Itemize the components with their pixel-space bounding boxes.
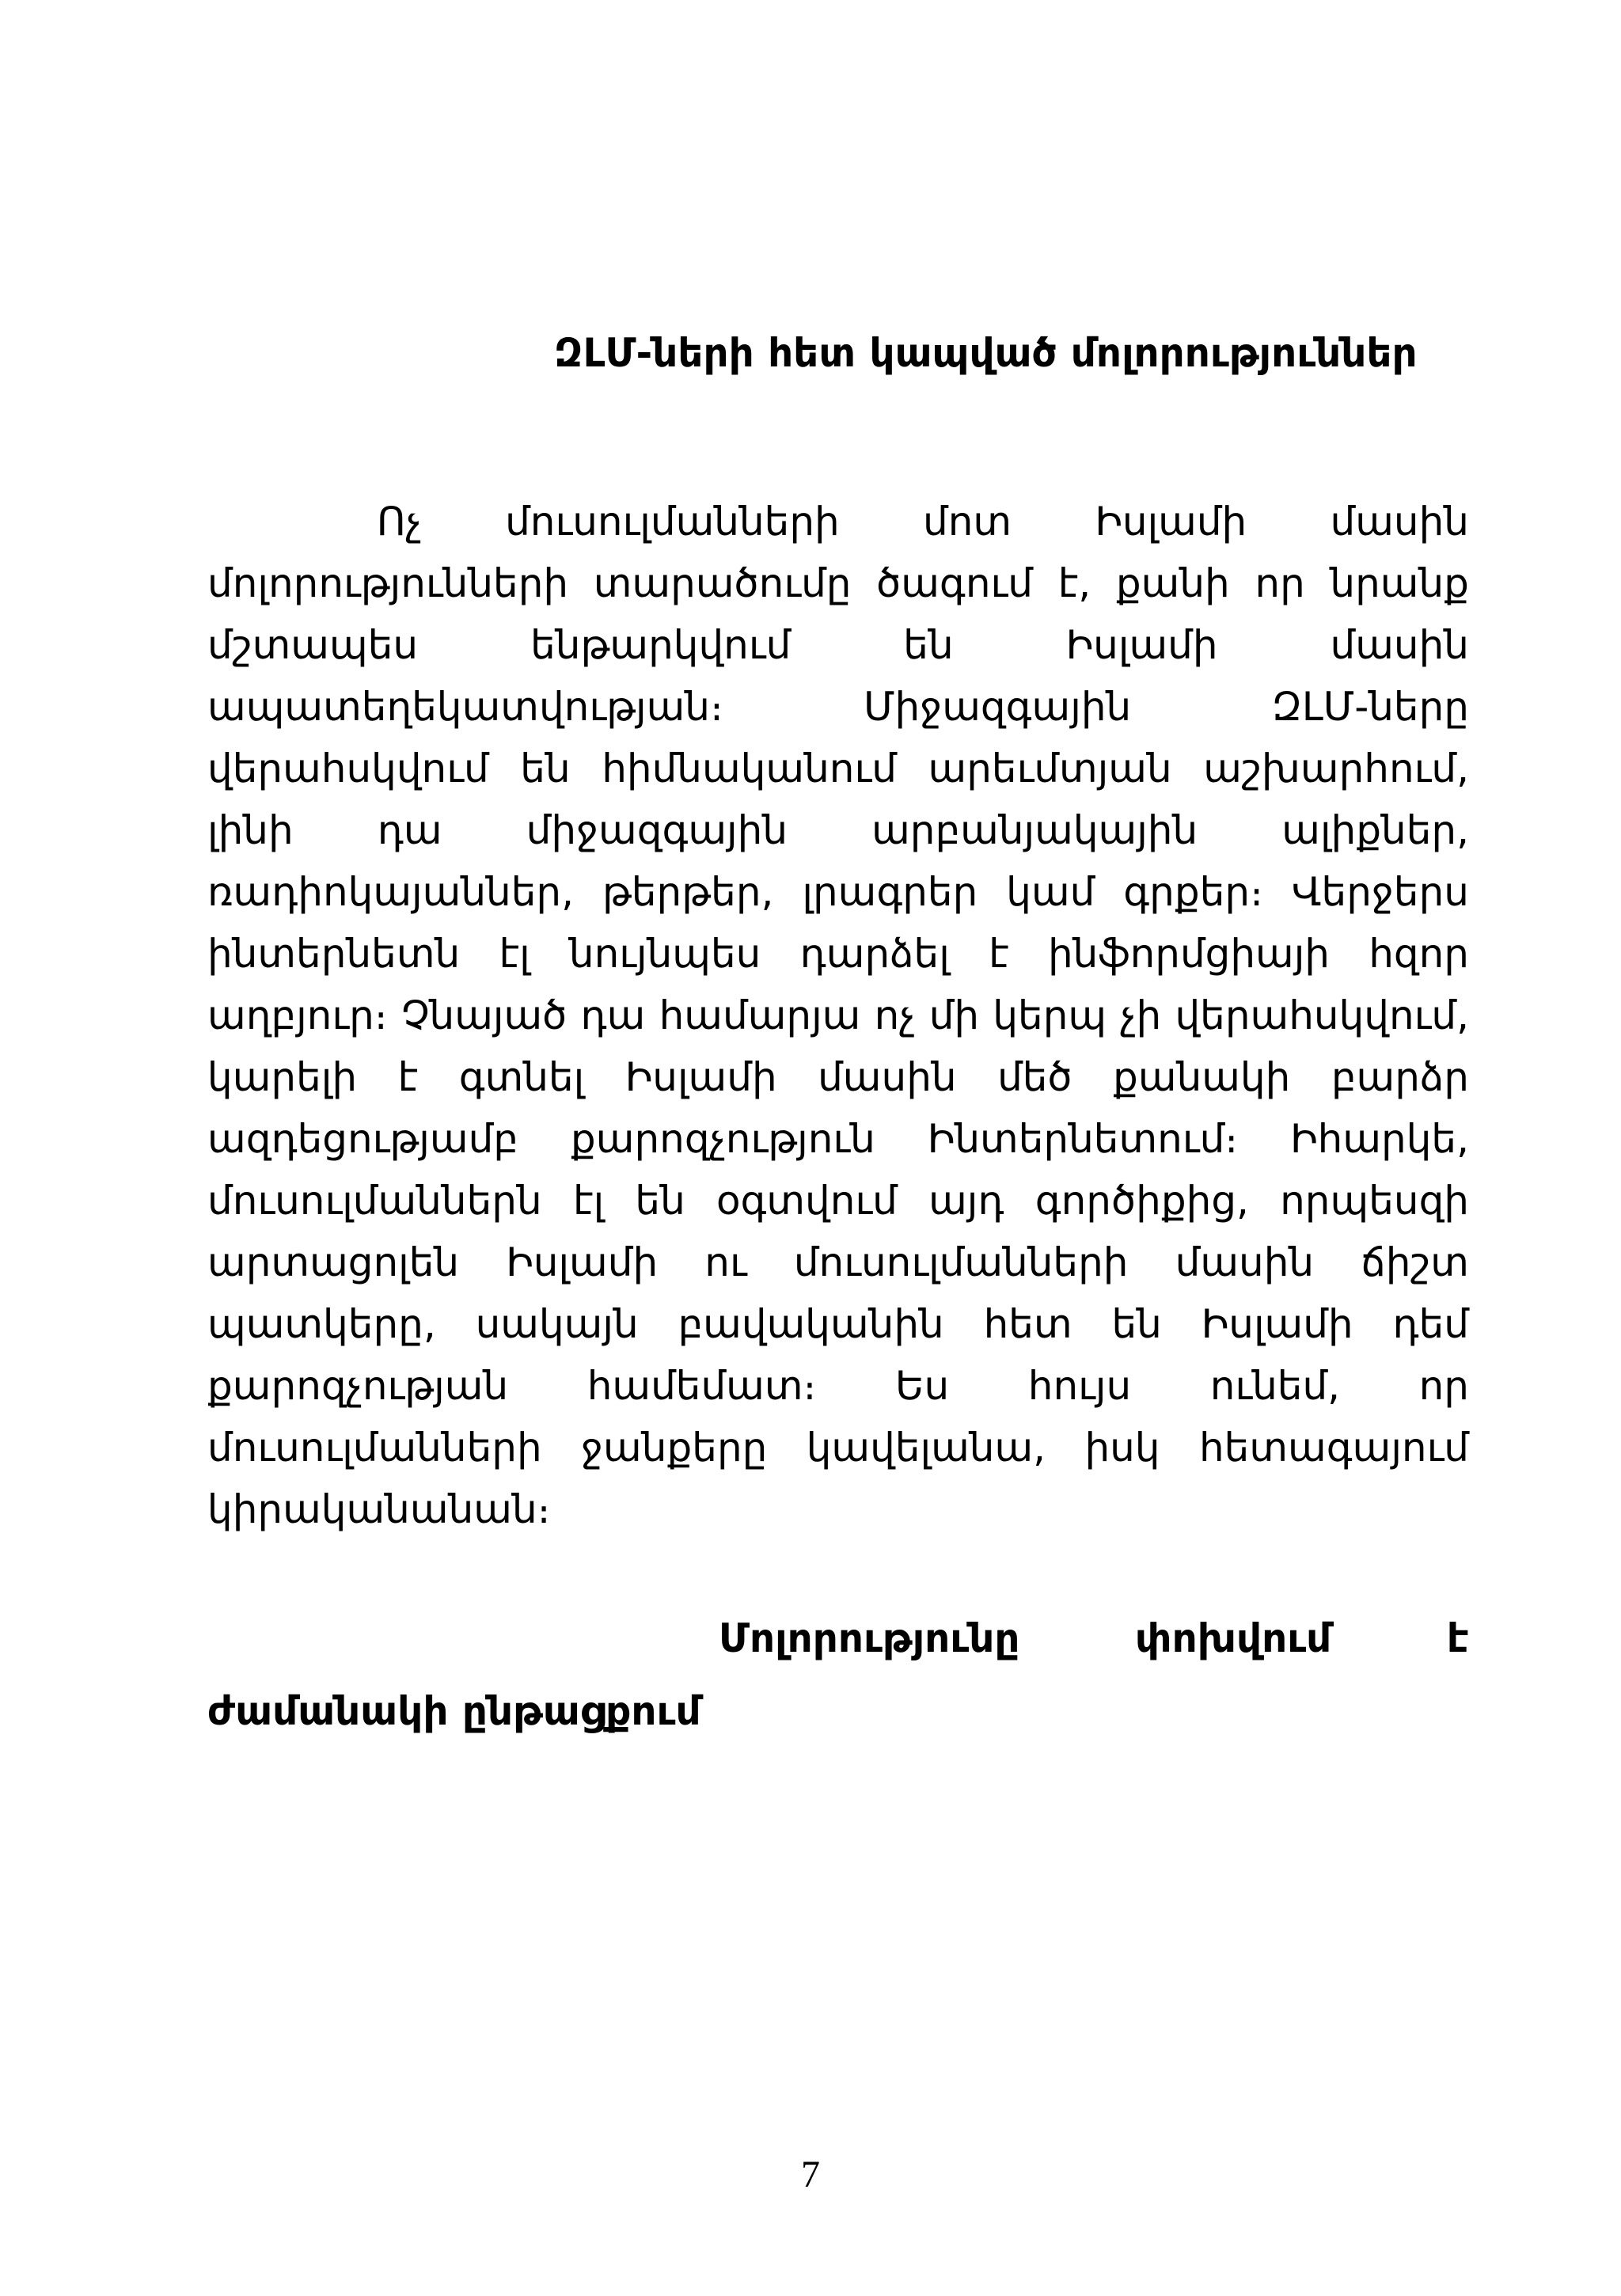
- section-heading-misconception-changes: Մոլորությունը փոխվում է ժամանակի ընթացքում: [207, 1615, 1469, 1734]
- section-heading-wrapper: [207, 1602, 1469, 1748]
- page-number: 7: [801, 2154, 820, 2195]
- section-heading-media-misconceptions: ԶԼՄ-ների հետ կապված մոլորություններ: [554, 330, 1418, 376]
- body-paragraph: Ոչ մուսուլմանների մոտ Իսլամի մասին մոլորությունների տարածումը ծագում է, քանի որ նրանք մշտապես ենթարկվում են Իսլամի մասին ապատեղեկատվության։ Միջազգային ԶԼՄ-ները վերահսկվում են հիմնականում արեւմտյան աշխարհում, լինի դա միջազգային արբանյակային ալիքներ, ռադիոկայաններ, թերթեր, լրագրեր կամ գրքեր։ Վերջերս ինտերնետն էլ նույնպես դարձել է ինֆորմցիայի հզոր աղբյուր։ Չնայած դա համարյա ոչ մի կերպ չի վերահսկվում, կարելի է գտնել Իսլամի մասին մեծ քանակի բարձր ազդեցությամբ քարոզչություն Ինտերնետում։ Իհարկե, մուսուլմաններն էլ են օգտվում այդ գործիքից, որպեսզի արտացոլեն Իսլամի ու մուսուլմանների մասին ճիշտ պատկերը, սակայն բավականին հետ են Իսլամի դեմ քարոզչության համեմատ։ Ես հույս ունեմ, որ մուսուլմանների ջանքերը կավելանա, իսկ հետագայում կիրականանան։: [207, 499, 1469, 1532]
- document-page: [207, 317, 1469, 1748]
